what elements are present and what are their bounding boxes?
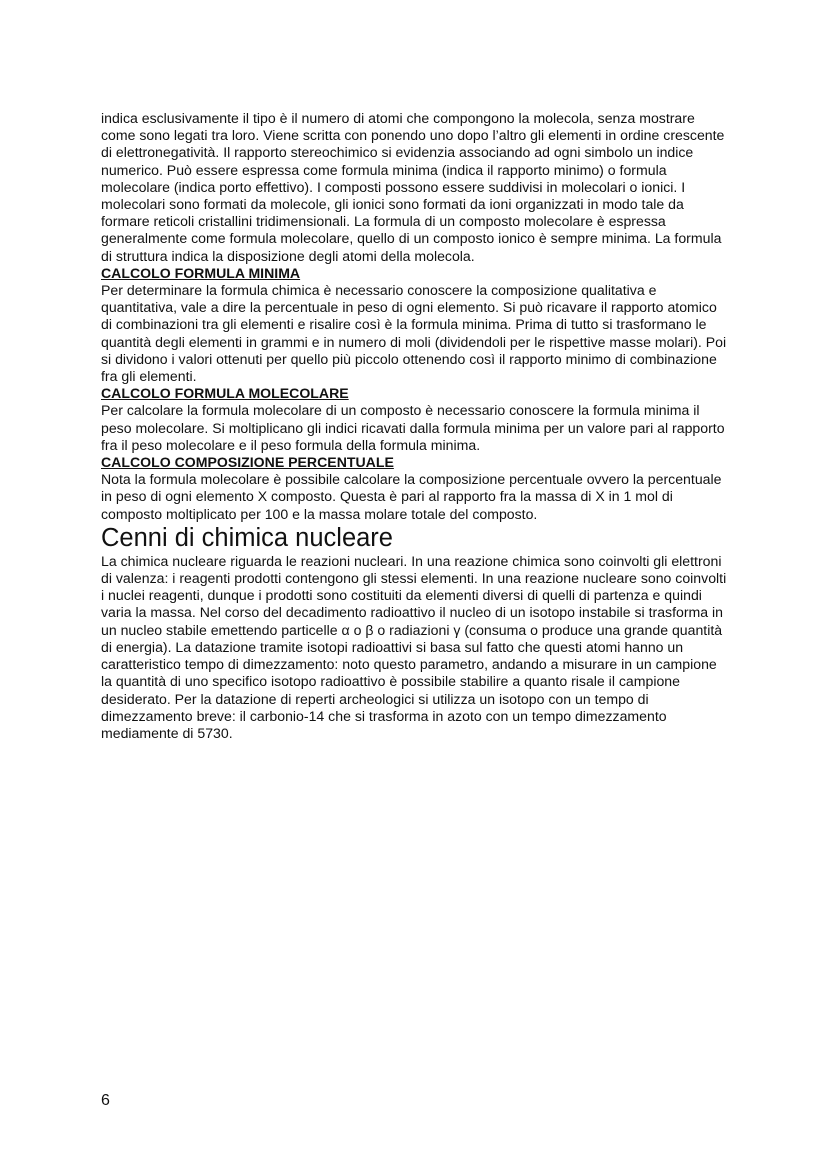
page-number: 6 [101, 1092, 110, 1109]
paragraph-chimica-nucleare: La chimica nucleare riguarda le reazioni nucleari. In una reazione chimica sono coinvolti gli elettroni di valenza: i reagenti prodotti contengono gli stessi elementi. In una reazione nucleare sono coinvolti i nuclei reagenti, dunque i prodotti sono costituiti da elementi diversi di quelli di partenza e quindi varia la massa. Nel corso del decadimento radioattivo il nucleo di un isotopo instabile si trasforma in un nucleo stabile emettendo particelle α o β o radiazioni γ (consuma o produce una grande quantità di energia). La datazione tramite isotopi radioattivi si basa sul fatto che questi atomi hanno un caratteristico tempo di dimezzamento: noto questo parametro, andando a misurare in un campione la quantità di uno specifico isotopo radioattivo è possibile stabilire a quanto risale il campione desiderato. Per la datazione di reperti archeologici si utilizza un isotopo con un tempo di dimezzamento breve: il carbonio-14 che si trasforma in azoto con un tempo dimezzamento mediamente di 5730. [101, 552, 727, 741]
intro-paragraph: indica esclusivamente il tipo è il numero di atomi che compongono la molecola, senza mostrare come sono legati tra loro. Viene scritta con ponendo uno dopo l’altro gli elementi in ordine crescente di elettronegatività. Il rapporto stereochimico si evidenzia associando ad ogni simbolo un indice numerico. Può essere espressa come formula minima (indica il rapporto minimo) o formula molecolare (indica porto effettivo). I composti possono essere suddivisi in molecolari o ionici. I molecolari sono formati da molecole, gli ionici sono formati da ioni organizzati in modo tale da formare reticoli cristallini tridimensionali. La formula di un composto molecolare è espressa generalmente come formula molecolare, quello di un composto ionico è sempre minima. La formula di struttura indica la disposizione degli atomi della molecola. [101, 110, 725, 264]
heading-formula-minima: CALCOLO FORMULA MINIMA [101, 264, 301, 281]
document-body [101, 110, 729, 742]
heading-composizione-percentuale: CALCOLO COMPOSIZIONE PERCENTUALE [101, 454, 394, 471]
section-title-chimica-nucleare: Cenni di chimica nucleare [101, 523, 393, 552]
paragraph-formula-minima: Per determinare la formula chimica è necessario conoscere la composizione qualitativa e quantitativa, vale a dire la percentuale in peso di ogni elemento. Si può ricavare il rapporto atomico di combinazioni tra gli elementi e risalire così è la formula minima. Prima di tutto si trasformano le quantità degli elementi in grammi e in numero di moli (dividendoli per le rispettive masse molari). Poi si dividono i valori ottenuti per quello più piccolo ottenendo così il rapporto minimo di combinazione fra gli elementi. [101, 282, 727, 385]
paragraph-composizione-percentuale: Nota la formula molecolare è possibile calcolare la composizione percentuale ovvero la percentuale in peso di ogni elemento X composto. Questa è pari al rapporto fra la massa di X in 1 mol di composto moltiplicato per 100 e la massa molare totale del composto. [101, 471, 722, 522]
paragraph-formula-molecolare: Per calcolare la formula molecolare di un composto è necessario conoscere la formula minima il peso molecolare. Si moltiplicano gli indici ricavati dalla formula minima per un valore pari al rapporto fra il peso molecolare e il peso formula della formula minima. [101, 402, 725, 453]
heading-formula-molecolare: CALCOLO FORMULA MOLECOLARE [101, 385, 349, 402]
